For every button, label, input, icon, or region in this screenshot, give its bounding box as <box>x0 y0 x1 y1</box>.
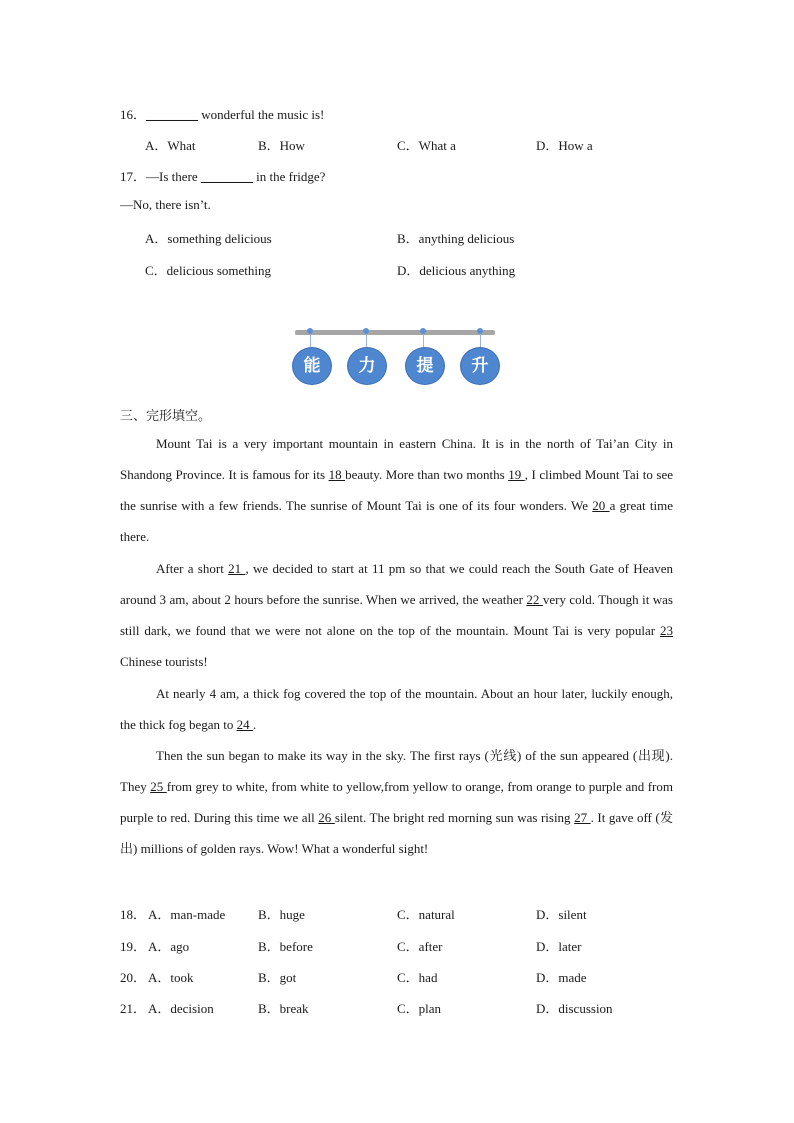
question-number: 21． <box>120 1001 147 1016</box>
option-a: A．What <box>145 138 196 153</box>
option-a: A．ago <box>148 939 190 954</box>
option-a: A．something delicious <box>145 231 272 246</box>
option-d: D．How a <box>536 138 593 153</box>
section-title: 三、完形填空。 <box>120 409 212 424</box>
option-b: B．How <box>258 138 305 153</box>
ability-banner <box>295 327 495 387</box>
banner-dot <box>307 328 313 334</box>
cloze-blank-26: 26 <box>318 810 335 825</box>
option-b: B．huge <box>258 907 305 922</box>
question-number: 18． <box>120 907 147 922</box>
cloze-blank-19: 19 <box>508 467 525 482</box>
banner-dot <box>363 328 369 334</box>
cloze-blank-18: 18 <box>328 467 346 482</box>
question-prefix: —Is there <box>146 169 201 184</box>
question-16 <box>120 104 324 123</box>
banner-bar <box>295 330 495 335</box>
dialogue-answer: —No, there isn’t. <box>120 197 211 212</box>
option-b: B．break <box>258 1001 309 1016</box>
option-c: C．What a <box>397 138 456 153</box>
banner-char: 升 <box>460 347 500 385</box>
option-c: C．natural <box>397 907 455 922</box>
question-suffix: in the fridge? <box>252 169 326 184</box>
question-text: wonderful the music is! <box>198 107 325 122</box>
question-number: 19． <box>120 939 147 954</box>
passage-paragraph-1: Mount Tai is a very important mountain in eastern China. It is in the north of Tai’an City in Shandong Province. It is famous for its 18 beauty. More than two months 19 , I climbed Mount Tai to see the sunrise with a few friends. The sunrise of Mount Tai is one of its four wonders. We 20 a great time there. <box>120 436 674 544</box>
option-d: D．made <box>536 970 587 985</box>
option-c: C．had <box>397 970 438 985</box>
option-d: D．later <box>536 939 582 954</box>
option-a: A．decision <box>148 1001 214 1016</box>
option-b: B．got <box>258 970 297 985</box>
cloze-blank-24: 24 <box>236 717 253 732</box>
answer-blank: ________ <box>200 169 253 184</box>
question-number: 16． <box>120 107 147 122</box>
option-c: C．after <box>397 939 443 954</box>
option-d: D．discussion <box>536 1001 613 1016</box>
passage-paragraph-4: Then the sun began to make its way in the sky. The first rays (光线) of the sun appeared (出现). They 25 from grey to white, from white to yellow,from yellow to orange, from orange to purple and from purple to red. During this time we all 26 silent. The bright red morning sun was rising 27 . It gave off (发出) millions of golden rays. Wow! What a wonderful sight! <box>120 748 674 856</box>
banner-char: 力 <box>347 347 387 385</box>
cloze-blank-23: 23 <box>660 623 673 638</box>
banner-dot <box>477 328 483 334</box>
banner-char: 提 <box>405 347 445 385</box>
cloze-blank-27: 27 <box>574 810 591 825</box>
banner-char: 能 <box>292 347 332 385</box>
option-b: B．anything delicious <box>397 231 515 246</box>
cloze-blank-20: 20 <box>592 498 610 513</box>
option-d: D．silent <box>536 907 587 922</box>
question-17 <box>120 166 325 185</box>
option-c: C．delicious something <box>145 263 272 278</box>
option-d: D．delicious anything <box>397 263 516 278</box>
passage-paragraph-3: At nearly 4 am, a thick fog covered the top of the mountain. About an hour later, luckily enough, the thick fog began to 24 . <box>120 686 673 732</box>
answer-blank: ________ <box>146 107 199 122</box>
cloze-blank-25: 25 <box>150 779 167 794</box>
question-number: 20． <box>120 970 147 985</box>
option-c: C．plan <box>397 1001 442 1016</box>
question-number: 17． <box>120 169 147 184</box>
banner-dot <box>420 328 426 334</box>
option-b: B．before <box>258 939 313 954</box>
option-a: A．man-made <box>148 907 226 922</box>
cloze-blank-22: 22 <box>526 592 543 607</box>
cloze-blank-21: 21 <box>228 561 246 576</box>
option-a: A．took <box>148 970 194 985</box>
passage-paragraph-2: After a short 21 , we decided to start at 11 pm so that we could reach the South Gate of Heaven around 3 am, about 2 hours before the sunrise. When we arrived, the weather 22 very cold. Though it was still dark, we found that we were not alone on the top of the mountain. Mount Tai is very popular 23 Chinese tourists! <box>120 561 674 669</box>
